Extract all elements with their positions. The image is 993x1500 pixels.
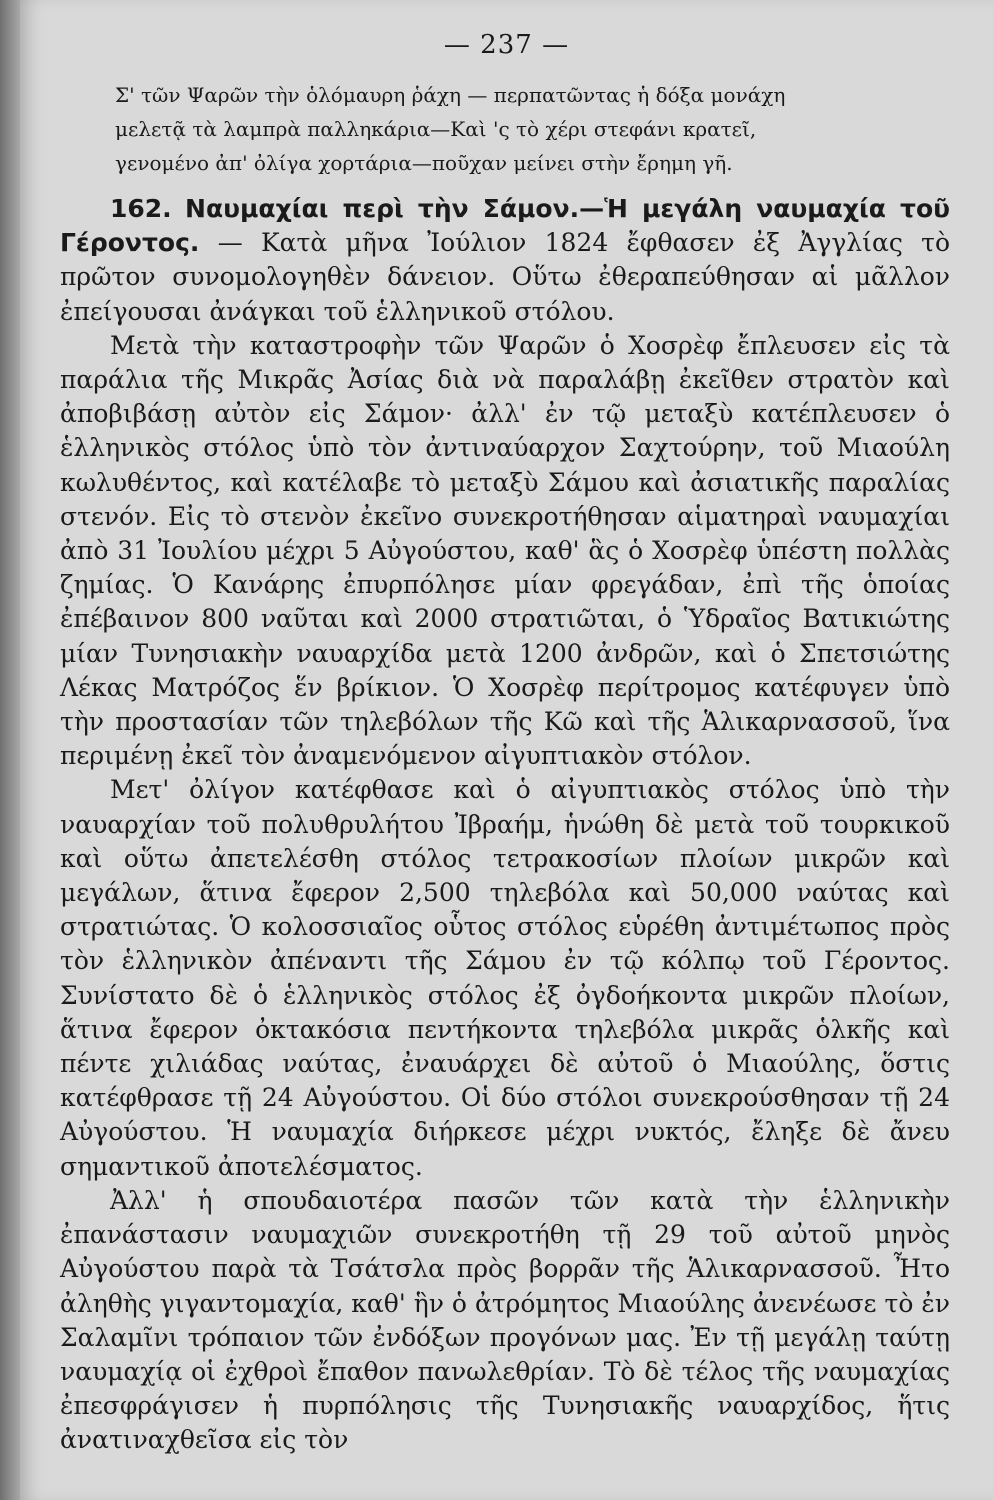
body-paragraph: Μετὰ τὴν καταστροφὴν τῶν Ψαρῶν ὁ Χοσρὲφ ἔπλευσεν εἰς τὰ παράλια τῆς Μικρᾶς Ἀσίας διὰ νὰ παραλάβῃ ἐκεῖθεν στρατὸν καὶ ἀποβιβάσῃ αὐτὸν εἰς Σάμον· ἀλλ' ἐν τῷ μεταξὺ κατέπλευσεν ὁ ἑλληνικὸς στόλος ὑπὸ τὸν ἀντιναύαρχον Σαχτούρην, τοῦ Μιαούλη κωλυθέντος, καὶ κατέλαβε τὸ μεταξὺ Σάμου καὶ ἀσιατικῆς παραλίας στενόν. Εἰς τὸ στενὸν ἐκεῖνο συνεκροτήθησαν αἱματηραὶ ναυμαχίαι ἀπὸ 31 Ἰουλίου μέχρι 5 Αὐγούστου, καθ' ἃς ὁ Χοσρὲφ ὑπέστη πολλὰς ζημίας. Ὁ Κανάρης ἐπυρπόλησε μίαν φρεγάδαν, ἐπὶ τῆς ὁποίας ἐπέβαινον 800 ναῦται καὶ 2000 στρατιῶται, ὁ Ὑδραῖος Βατικιώτης μίαν Τυνησιακὴν ναυαρχίδα μετὰ 1200 ἀνδρῶν, καὶ ὁ Σπετσιώτης Λέκας Ματρόζος ἕν βρίκιον. Ὁ Χοσρὲφ περίτρομος κατέφυγεν ὑπὸ τὴν προστασίαν τῶν τηλεβόλων τῆς Κῶ καὶ τῆς Ἁλικαρνασσοῦ, ἵνα περιμένῃ ἐκεῖ τὸν ἀναμενόμενον αἰγυπτιακὸν στόλον. bbox=[60, 330, 950, 771]
verse-line: μελετᾷ τὰ λαμπρὰ παλληκάρια—Καὶ 'ς τὸ χέρι στεφάνι κρατεῖ, bbox=[115, 117, 757, 141]
body-paragraph: Ἀλλ' ἡ σπουδαιοτέρα πασῶν τῶν κατὰ τὴν ἑλληνικὴν ἐπανάστασιν ναυμαχιῶν συνεκροτήθη τῇ 29 τοῦ αὐτοῦ μηνὸς Αὐγούστου παρὰ τὰ Τσάτσλα πρὸς βορρᾶν τῆς Ἁλικαρνασσοῦ. Ἦτο ἀληθὴς γιγαντομαχία, καθ' ἣν ὁ ἀτρόμητος Μιαούλης ἀνενέωσε τὸ ἐν Σαλαμῖνι τρόπαιον τῶν ἐνδόξων προγόνων μας. Ἐν τῇ μεγάλῃ ταύτῃ ναυμαχίᾳ οἱ ἐχθροὶ ἔπαθον πανωλεθρίαν. Τὸ δὲ τέλος τῆς ναυμαχίας ἐπεσφράγισεν ἡ πυρπόλησις τῆς Τυνησιακῆς ναυαρχίδος, ἥτις ἀνατιναχθεῖσα εἰς τὸν bbox=[60, 1185, 950, 1455]
verse-block bbox=[60, 78, 950, 180]
section-paragraph bbox=[60, 192, 950, 329]
book-gutter bbox=[0, 0, 20, 1500]
section-intro: — Κατὰ μῆνα Ἰούλιον 1824 ἔφθασεν ἐξ Ἀγγλίας τὸ πρῶτον συνομολογηθὲν δάνειον. Οὕτω ἐθεραπεύθησαν αἱ μᾶλλον ἐπείγουσαι ἀνάγκαι τοῦ ἑλληνικοῦ στόλου. bbox=[60, 228, 950, 326]
section-subtitle: —Ἡ μεγάλη ναυμαχία τοῦ Γέροντος. bbox=[60, 194, 951, 258]
page-number: — 237 — bbox=[443, 30, 570, 60]
section-title: Ναυμαχίαι περὶ τὴν Σάμον. bbox=[185, 194, 580, 223]
verse-line: Σ' τῶν Ψαρῶν τὴν ὁλόμαυρη ῥάχη — περπατῶντας ἡ δόξα μονάχη bbox=[115, 83, 786, 107]
body-paragraph: Μετ' ὀλίγον κατέφθασε καὶ ὁ αἰγυπτιακὸς στόλος ὑπὸ τὴν ναυαρχίαν τοῦ πολυθρυλήτου Ἰβραήμ, ἡνώθη δὲ μετὰ τοῦ τουρκικοῦ καὶ οὕτω ἀπετελέσθη στόλος τετρακοσίων πλοίων μικρῶν καὶ μεγάλων, ἅτινα ἔφερον 2,500 τηλεβόλα καὶ 50,000 ναύτας καὶ στρατιώτας. Ὁ κολοσσιαῖος οὗτος στόλος εὑρέθη ἀντιμέτωπος πρὸς τὸν ἑλληνικὸν ἀπέναντι τῆς Σάμου ἐν τῷ κόλπῳ τοῦ Γέροντος. Συνίστατο δὲ ὁ ἑλληνικὸς στόλος ἐξ ὀγδοήκοντα μικρῶν πλοίων, ἅτινα ἔφερον ὀκτακόσια πεντήκοντα τηλεβόλα μικρᾶς ὁλκῆς καὶ πέντε χιλιάδας ναύτας, ἐναυάρχει δὲ αὐτοῦ ὁ Μιαούλης, ὅστις κατέφθρασε τῇ 24 Αὐγούστου. Οἱ δύο στόλοι συνεκρούσθησαν τῇ 24 Αὐγούστου. Ἡ ναυμαχία διήρκεσε μέχρι νυκτός, ἔληξε δὲ ἄνευ σημαντικοῦ ἀποτελέσματος. bbox=[60, 775, 950, 1181]
book-page bbox=[20, 0, 993, 1500]
section-number: 162. bbox=[110, 194, 172, 223]
verse-line: γενομένο ἀπ' ὀλίγα χορτάρια—ποῦχαν μείνει στὴν ἔρημη γῆ. bbox=[115, 151, 733, 175]
page-text bbox=[60, 78, 950, 1458]
